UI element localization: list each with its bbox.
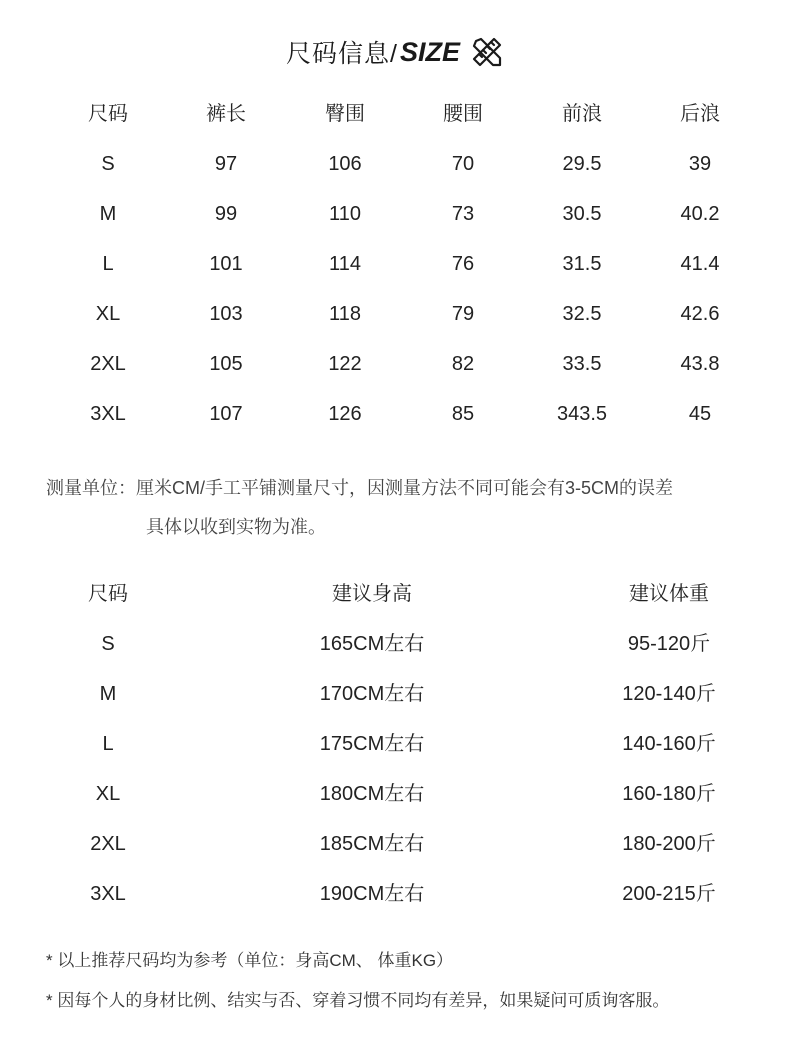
footnote-disclaimer: * 因每个人的身材比例、结实与否、穿着习惯不同均有差异，如果疑问可质询客服。 — [46, 991, 670, 1010]
recommend-table-cell: 175CM左右 — [319, 733, 425, 755]
size-table-cell: 99 — [214, 203, 238, 225]
size-table-cell: 70 — [451, 153, 475, 175]
page-title — [0, 32, 790, 72]
recommend-table-cell: 165CM左右 — [319, 633, 425, 655]
size-table-cell: 126 — [328, 403, 362, 425]
ruler-pencil-icon — [470, 35, 504, 69]
recommend-table-cell: 200-215斤 — [622, 883, 716, 905]
size-table-cell: 82 — [451, 353, 475, 375]
size-table-row — [0, 199, 790, 229]
size-table-cell: 31.5 — [562, 253, 602, 275]
size-table-cell: 29.5 — [562, 153, 602, 175]
size-table-header-cell: 腰围 — [443, 103, 483, 125]
title-english: SIZE — [399, 36, 460, 67]
size-table-row — [0, 299, 790, 329]
recommend-table-cell: XL — [95, 783, 121, 805]
size-table-header-cell: 臀围 — [325, 103, 365, 125]
size-table-cell: 107 — [209, 403, 243, 425]
size-table-cell: 45 — [688, 403, 712, 425]
size-table-cell: 79 — [451, 303, 475, 325]
recommend-table-cell: 180-200斤 — [622, 833, 716, 855]
recommend-table-cell: 185CM左右 — [319, 833, 425, 855]
title-chinese: 尺码信息/ — [286, 40, 398, 68]
measurement-note-line1: 测量单位：厘米CM/手工平铺测量尺寸，因测量方法不同可能会有3-5CM的误差 — [46, 478, 673, 498]
recommend-table-row — [0, 779, 790, 809]
size-table-header-cell: 后浪 — [680, 103, 720, 125]
recommend-table-row — [0, 629, 790, 659]
size-table-row — [0, 149, 790, 179]
recommend-table-cell: S — [101, 633, 115, 655]
size-table-cell: 101 — [209, 253, 243, 275]
recommend-table-cell: 2XL — [90, 833, 126, 855]
recommend-table-cell: 120-140斤 — [622, 683, 716, 705]
recommend-table-header-cell: 建议体重 — [629, 583, 709, 605]
recommend-table-cell: 170CM左右 — [319, 683, 425, 705]
size-table-cell: 85 — [451, 403, 475, 425]
recommend-table-cell: 95-120斤 — [627, 633, 711, 655]
size-table-cell: S — [101, 153, 115, 175]
size-table-cell: 73 — [451, 203, 475, 225]
recommend-table-cell: 140-160斤 — [622, 733, 716, 755]
size-table-cell: L — [102, 253, 114, 275]
recommend-table-cell: L — [102, 733, 114, 755]
measurement-note-line2: 具体以收到实物为准。 — [146, 517, 326, 537]
recommend-table-row — [0, 829, 790, 859]
size-table-header-cell: 尺码 — [88, 103, 128, 125]
size-table-row — [0, 249, 790, 279]
size-table-cell: M — [99, 203, 117, 225]
size-table-row — [0, 349, 790, 379]
recommend-table-cell: 190CM左右 — [319, 883, 425, 905]
size-table-header-cell: 裤长 — [206, 103, 246, 125]
size-table-cell: 97 — [214, 153, 238, 175]
recommend-table-cell: 3XL — [90, 883, 126, 905]
size-table-header-row — [0, 99, 790, 129]
size-table-cell: 105 — [209, 353, 243, 375]
size-table-cell: 103 — [209, 303, 243, 325]
size-table-cell: 40.2 — [680, 203, 720, 225]
size-table-cell: 2XL — [90, 353, 126, 375]
recommend-table-cell: 180CM左右 — [319, 783, 425, 805]
size-table-header-cell: 前浪 — [562, 103, 602, 125]
size-table-cell: 41.4 — [680, 253, 720, 275]
size-table-cell: 118 — [329, 303, 361, 325]
size-table-cell: 32.5 — [562, 303, 602, 325]
recommend-table-cell: M — [99, 683, 117, 705]
size-table-cell: 114 — [329, 253, 361, 275]
recommend-table-header-cell: 尺码 — [88, 583, 128, 605]
size-table-cell: 30.5 — [562, 203, 602, 225]
size-table-cell: 39 — [688, 153, 712, 175]
recommend-table-row — [0, 679, 790, 709]
size-table-cell: 110 — [329, 203, 361, 225]
size-table-cell: 43.8 — [680, 353, 720, 375]
size-table-cell: 33.5 — [562, 353, 602, 375]
size-table-cell: 76 — [451, 253, 475, 275]
size-table-cell: 122 — [328, 353, 362, 375]
recommend-table-row — [0, 879, 790, 909]
size-table-cell: 42.6 — [680, 303, 720, 325]
size-table-row — [0, 399, 790, 429]
size-table-cell: 106 — [328, 153, 362, 175]
size-table-cell: 3XL — [90, 403, 126, 425]
recommend-table-header-row — [0, 579, 790, 609]
size-table-cell: XL — [95, 303, 121, 325]
recommend-table-header-cell: 建议身高 — [332, 583, 412, 605]
size-table-cell: 343.5 — [556, 403, 608, 425]
footnote-reference: * 以上推荐尺码均为参考（单位：身高CM、 体重KG） — [46, 951, 454, 970]
recommend-table-row — [0, 729, 790, 759]
recommend-table-cell: 160-180斤 — [622, 783, 716, 805]
